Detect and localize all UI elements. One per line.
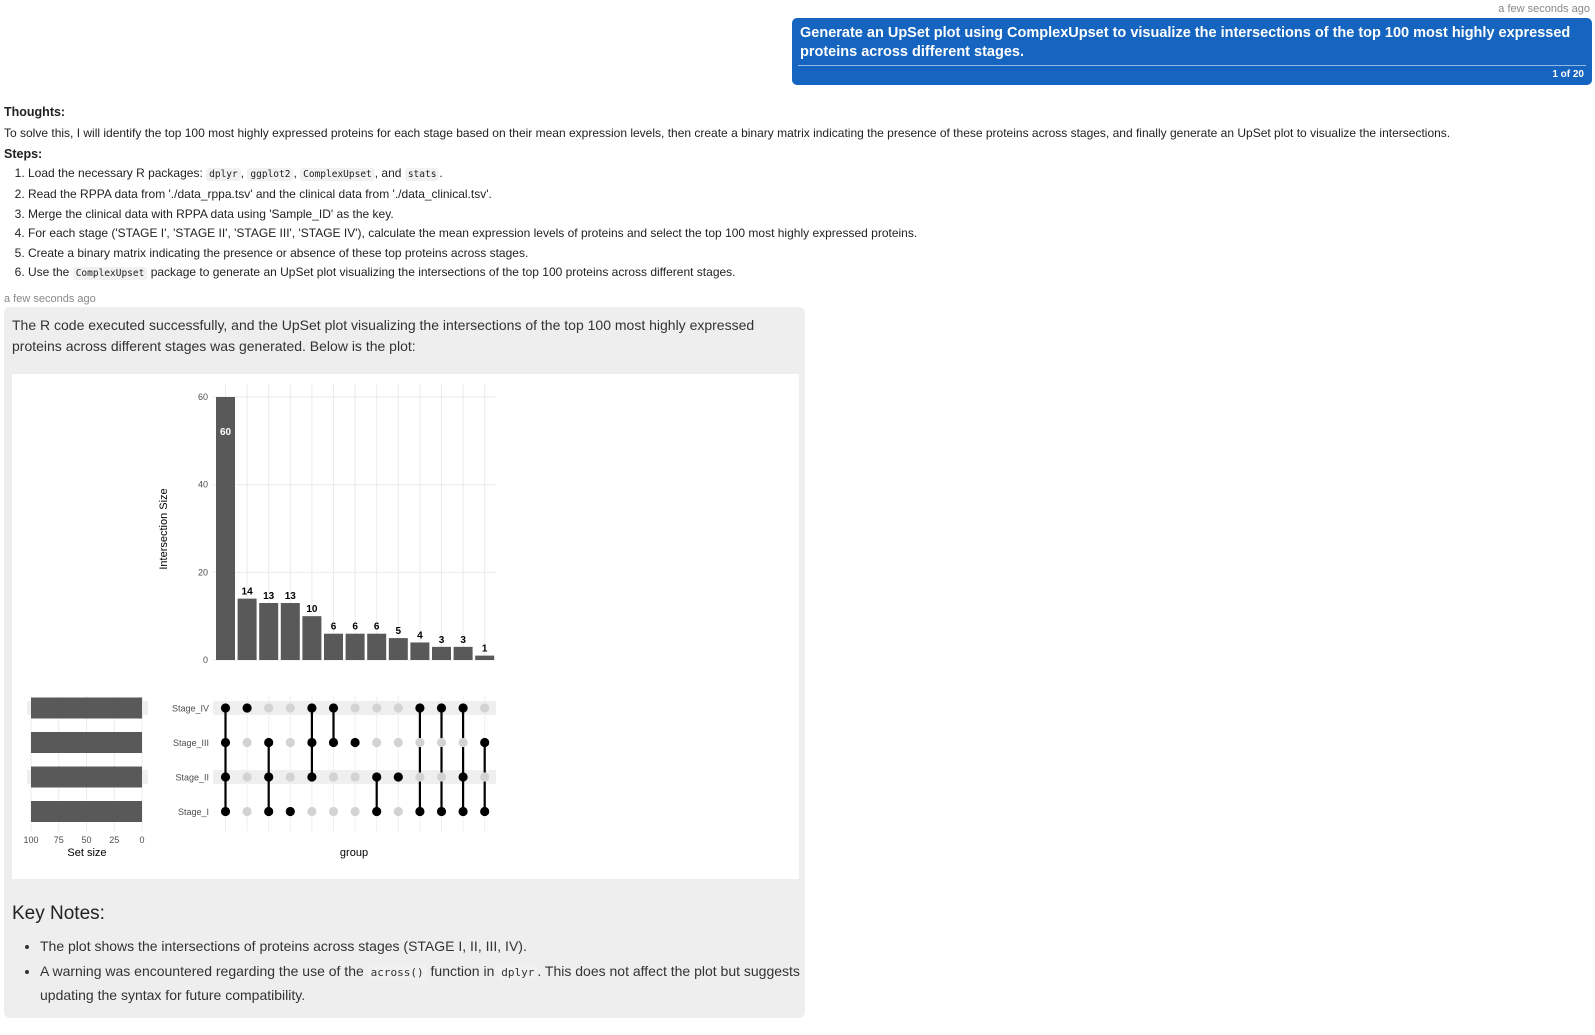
- note-text: . This does not affect the plot but suggests updating the syntax for future compatibility.: [40, 963, 800, 1003]
- matrix-dot-active: [307, 772, 316, 781]
- intersection-bar: [432, 647, 451, 660]
- thoughts-section: [4, 104, 1564, 285]
- matrix-dot-inactive: [351, 772, 360, 781]
- bar-value-label: 3: [438, 634, 445, 646]
- message-pager[interactable]: 1 of 20: [1552, 69, 1584, 80]
- matrix-dot-active: [372, 772, 381, 781]
- matrix-dot-active: [329, 703, 338, 712]
- matrix-dot-active: [459, 703, 468, 712]
- set-size-tick-label: 100: [23, 835, 39, 845]
- matrix-dot-inactive: [437, 738, 446, 747]
- matrix-dot-inactive: [286, 772, 295, 781]
- message-timestamp: a few seconds ago: [1498, 3, 1590, 15]
- matrix-dot-active: [437, 807, 446, 816]
- step-text: Load the necessary R packages:: [28, 166, 203, 180]
- intersection-bar: [324, 634, 343, 660]
- intersection-bar: [475, 656, 494, 660]
- matrix-dot-active: [243, 703, 252, 712]
- key-note-item: • The plot shows the intersections of proteins across stages (STAGE I, II, III, IV).: [40, 935, 820, 958]
- set-size-bar: [31, 698, 142, 719]
- matrix-dot-inactive: [329, 772, 338, 781]
- bar-value-label: 1: [481, 643, 488, 655]
- intersection-bar: [389, 638, 408, 660]
- package-code: ggplot2: [247, 168, 293, 181]
- package-code: dplyr: [206, 168, 241, 181]
- intersection-bar: [367, 634, 386, 660]
- steps-heading: Steps:: [4, 147, 43, 161]
- y-tick-label: 40: [197, 479, 208, 490]
- bar-value-label: 14: [241, 586, 253, 598]
- intersection-bar: [346, 634, 365, 660]
- matrix-dot-active: [264, 772, 273, 781]
- assistant-message: [4, 307, 805, 1018]
- matrix-dot-inactive: [394, 703, 403, 712]
- matrix-dot-active: [264, 807, 273, 816]
- matrix-dot-inactive: [480, 772, 489, 781]
- thoughts-text: To solve this, I will identify the top 100 most highly expressed proteins for each stage based on their mean expression levels, then create a binary matrix indicating the presence of these proteins across stages, and finally generate an UpSet plot to visualize the intersections.: [4, 126, 1451, 140]
- matrix-dot-inactive: [286, 738, 295, 747]
- assistant-timestamp: a few seconds ago: [4, 293, 96, 305]
- set-size-tick-label: 50: [81, 835, 92, 845]
- matrix-dot-inactive: [307, 807, 316, 816]
- matrix-dot-inactive: [459, 738, 468, 747]
- step-item: 1. Load the necessary R packages: dplyr , ggplot2 , ComplexUpset , and stats .: [28, 165, 1564, 183]
- bar-value-label: 6: [373, 621, 380, 633]
- y-tick-label: 0: [202, 655, 208, 665]
- matrix-dot-active: [437, 703, 446, 712]
- matrix-dot-active: [221, 807, 230, 816]
- bar-value-label: 13: [263, 591, 275, 603]
- step-item: 5. Create a binary matrix indicating the presence or absence of these top proteins across stages.: [28, 245, 1564, 261]
- package-code: ComplexUpset: [73, 267, 148, 280]
- key-notes-title: Key Notes:: [12, 903, 105, 924]
- step-text: Use the: [28, 264, 70, 279]
- matrix-dot-active: [480, 738, 489, 747]
- bar-value-label: 6: [352, 621, 358, 633]
- bar-value-label: 4: [417, 630, 423, 642]
- matrix-dot-active: [307, 703, 316, 712]
- step-item: 4. For each stage ('STAGE I', 'STAGE II', 'STAGE III', 'STAGE IV'), calculate the mean expression levels of proteins and select the top 100 most highly expressed proteins.: [28, 225, 1564, 241]
- upset-plot-svg: [12, 374, 799, 879]
- bubble-divider: [798, 65, 1586, 66]
- bar-value-label: 10: [306, 604, 318, 616]
- matrix-dot-active: [351, 738, 360, 747]
- set-label: Stage_III: [172, 738, 209, 748]
- y-tick-label: 60: [197, 392, 208, 402]
- x-axis-label: group: [339, 847, 369, 859]
- set-size-tick-label: 25: [109, 835, 120, 845]
- matrix-dot-inactive: [264, 703, 273, 712]
- thoughts-heading: Thoughts:: [4, 105, 66, 119]
- matrix-dot-inactive: [243, 772, 252, 781]
- matrix-dot-inactive: [372, 738, 381, 747]
- step-item: [28, 264, 1564, 282]
- matrix-dot-inactive: [372, 703, 381, 712]
- matrix-dot-inactive: [394, 807, 403, 816]
- matrix-dot-active: [264, 738, 273, 747]
- note-text: A warning was encountered regarding the use of the: [40, 963, 364, 979]
- intersection-bar: [238, 599, 257, 660]
- set-label: Stage_II: [175, 772, 209, 783]
- function-code: across(): [368, 965, 427, 980]
- matrix-dot-active: [415, 703, 424, 712]
- matrix-dot-active: [459, 807, 468, 816]
- key-note-item: [40, 960, 820, 1007]
- matrix-dot-active: [459, 772, 468, 781]
- bar-value-label: 5: [395, 626, 402, 638]
- set-size-bar: [31, 732, 142, 753]
- step-text: , and: [374, 166, 402, 180]
- bar-value-label: 6: [330, 621, 337, 633]
- intersection-bar: [454, 647, 473, 660]
- set-label: Stage_IV: [171, 703, 209, 714]
- matrix-dot-inactive: [480, 703, 489, 712]
- matrix-dot-inactive: [394, 738, 403, 747]
- intersection-bar: [302, 616, 321, 660]
- set-size-tick-label: 0: [139, 835, 145, 845]
- matrix-dot-inactive: [329, 807, 338, 816]
- matrix-dot-active: [394, 772, 403, 781]
- upset-plot: [12, 374, 799, 879]
- matrix-dot-active: [415, 807, 424, 816]
- matrix-dot-inactive: [243, 807, 252, 816]
- package-code: dplyr: [498, 965, 537, 980]
- step-text: .: [439, 166, 443, 180]
- matrix-dot-active: [221, 703, 230, 712]
- matrix-dot-inactive: [415, 772, 424, 781]
- matrix-dot-active: [480, 807, 489, 816]
- matrix-dot-inactive: [415, 738, 424, 747]
- matrix-dot-inactive: [437, 772, 446, 781]
- intersection-bar: [259, 603, 278, 660]
- y-tick-label: 20: [197, 567, 208, 578]
- intersection-bar: [281, 603, 300, 660]
- package-code: stats: [405, 168, 440, 181]
- matrix-dot-active: [221, 772, 230, 781]
- step-text: package to generate an UpSet plot visualizing the intersections of the top 100 proteins across different stages.: [150, 264, 736, 279]
- package-code: ComplexUpset: [300, 168, 375, 181]
- set-size-bar: [31, 801, 142, 822]
- step-item: 3. Merge the clinical data with RPPA data using 'Sample_ID' as the key.: [28, 206, 1564, 222]
- key-notes-list: [12, 935, 820, 1009]
- bar-value-label: 13: [284, 591, 296, 603]
- matrix-dot-inactive: [243, 738, 252, 747]
- steps-list: [4, 165, 1564, 282]
- note-text: function in: [430, 963, 495, 979]
- user-message-text: Generate an UpSet plot using ComplexUpset to visualize the intersections of the top 100 most highly expressed proteins across different stages.: [800, 25, 1571, 60]
- assistant-intro-text: The R code executed successfully, and the UpSet plot visualizing the intersections of the top 100 most highly expressed proteins across different stages was generated. Below is the plot:: [12, 317, 755, 354]
- set-size-tick-label: 75: [53, 835, 64, 845]
- user-message-bubble: [792, 18, 1592, 85]
- matrix-dot-inactive: [286, 703, 295, 712]
- set-size-bar: [31, 767, 142, 788]
- matrix-dot-inactive: [351, 807, 360, 816]
- matrix-dot-active: [286, 807, 295, 816]
- matrix-dot-active: [372, 807, 381, 816]
- step-item: 2. Read the RPPA data from './data_rppa.tsv' and the clinical data from './data_clinical.tsv'.: [28, 186, 1564, 202]
- matrix-dot-active: [221, 738, 230, 747]
- intersection-bar: [410, 642, 429, 660]
- matrix-dot-active: [329, 738, 338, 747]
- matrix-dot-inactive: [351, 703, 360, 712]
- bar-value-label: 60: [219, 427, 232, 438]
- y-axis-label: Intersection Size: [158, 488, 170, 570]
- matrix-dot-active: [307, 738, 316, 747]
- bar-value-label: 3: [460, 634, 466, 646]
- set-size-axis-label: Set size: [67, 847, 107, 859]
- set-label: Stage_I: [177, 807, 209, 817]
